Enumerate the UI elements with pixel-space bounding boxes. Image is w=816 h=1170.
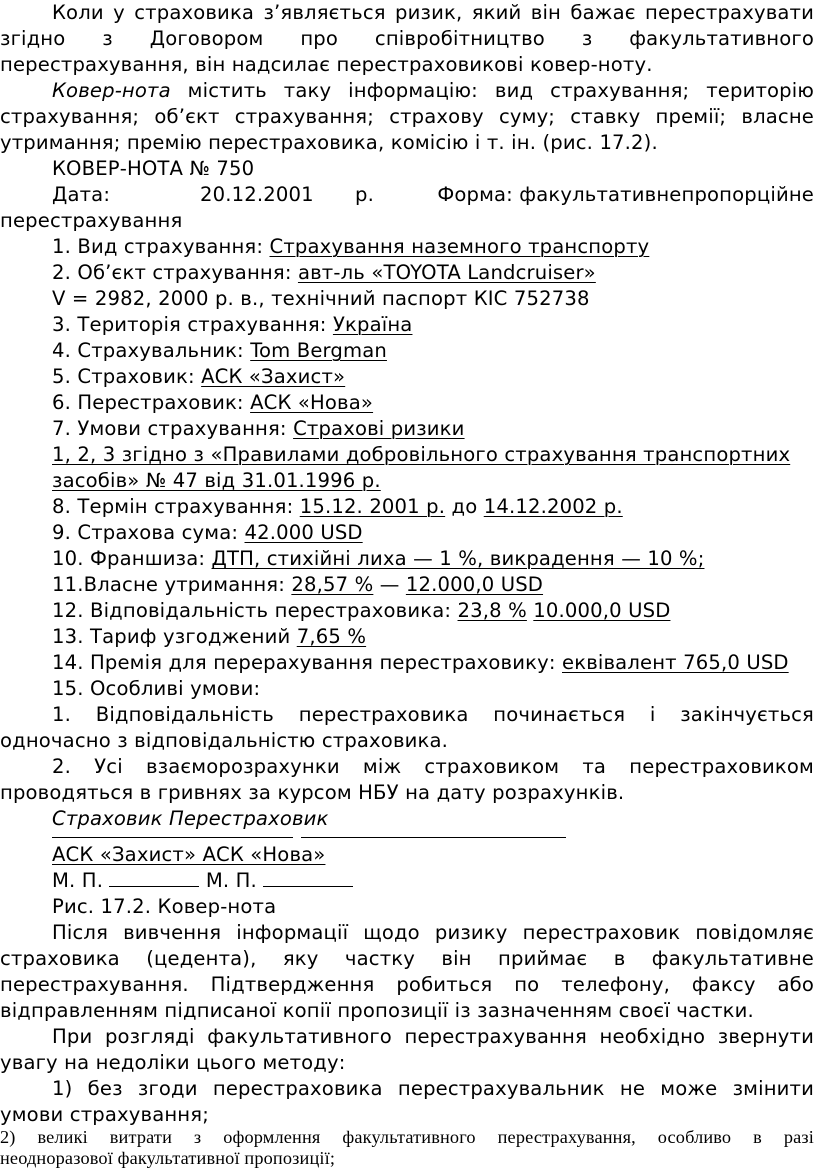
item-7-label: 7. Умови страхування: bbox=[52, 417, 294, 440]
item-7-value: Страхові ризики bbox=[293, 417, 465, 440]
item-3 bbox=[52, 312, 814, 338]
definition-line-1 bbox=[52, 78, 814, 104]
list-2-line-2: неодноразової факультативної пропозиції; bbox=[0, 1148, 336, 1168]
intro-line-2: згідно з Договором про співробітництво з факультативного bbox=[0, 27, 814, 50]
form-line-2: перестрахування bbox=[0, 209, 183, 232]
item-13-label: 13. Тариф узгоджений bbox=[52, 625, 297, 648]
stamp-2-blank bbox=[263, 868, 353, 887]
stamp-2-label: М. П. bbox=[199, 869, 264, 892]
item-9 bbox=[52, 520, 814, 546]
definition-term: Ковер-нота bbox=[52, 79, 171, 102]
item-2-label: 2. Об’єкт страхування: bbox=[52, 261, 298, 284]
item-7-line-2: 1, 2, 3 згідно з «Правилами добровільного страхування транспортних bbox=[52, 443, 791, 466]
item-6 bbox=[52, 390, 814, 416]
form-label: Форма: факультативнепропорційне bbox=[437, 183, 814, 206]
figure-caption: Рис. 17.2. Ковер-нота bbox=[52, 895, 277, 918]
item-6-label: 6. Перестраховик: bbox=[52, 391, 251, 414]
definition-line-2: страхування; об’єкт страхування; страхову суму; ставку премії; власне bbox=[0, 105, 814, 128]
item-10-value: ДТП, стихійні лиха — 1 %, викрадення — 10 %; bbox=[211, 547, 705, 570]
item-7-line-3: засобів» № 47 від 31.01.1996 р. bbox=[52, 469, 381, 492]
item-2-details: V = 2982, 2000 р. в., технічний паспорт КІС 752738 bbox=[52, 287, 590, 310]
item-12-amount: 10.000,0 USD bbox=[533, 599, 671, 622]
item-2-value: авт-ль «TOYOTA Landcruiser» bbox=[297, 261, 596, 284]
item-12-percent: 23,8 % bbox=[457, 599, 527, 622]
condition-2-line-2: проводяться в гривнях за курсом НБУ на дату розрахунків. bbox=[0, 781, 625, 804]
condition-2-line-1: 2. Усі взаєморозрахунки між страховиком та перестраховиком bbox=[52, 755, 814, 778]
after-p1-line-3: перестрахування. Підтвердження робиться по телефону, факсу або bbox=[0, 973, 814, 996]
item-8-label: 8. Термін страхування: bbox=[52, 495, 300, 518]
item-1 bbox=[52, 234, 814, 260]
stamp-line bbox=[52, 868, 814, 894]
item-9-value: 42.000 USD bbox=[244, 521, 363, 544]
item-2 bbox=[52, 260, 814, 286]
item-15: 15. Особливі умови: bbox=[52, 677, 261, 700]
condition-1-line-2: одночасно з відповідальністю страховика. bbox=[0, 729, 449, 752]
item-1-value: Страхування наземного транспорту bbox=[269, 235, 650, 258]
item-5-label: 5. Страховик: bbox=[52, 365, 202, 388]
date-value: 20.12.2001 bbox=[200, 183, 314, 206]
cover-note-title: КОВЕР-НОТА № 750 bbox=[52, 157, 255, 180]
item-11-label: 11.Власне утримання: bbox=[52, 573, 292, 596]
item-1-label: 1. Вид страхування: bbox=[52, 235, 270, 258]
item-6-value: АСК «Нова» bbox=[250, 391, 374, 414]
list-2-line-1: 2) великі витрати з оформлення факультативного перестрахування, особливо в разі bbox=[0, 1127, 814, 1147]
item-13 bbox=[52, 624, 814, 650]
signature-line-insurer bbox=[52, 837, 293, 838]
after-p1-line-4: відправленням підписаної копії пропозиції із зазначенням своєї частки. bbox=[0, 999, 754, 1022]
item-8-mid: до bbox=[445, 495, 484, 518]
item-14-value: еквівалент 765,0 USD bbox=[562, 651, 789, 674]
after-p2-line-2: увагу на недоліки цього методу: bbox=[0, 1051, 346, 1074]
item-11-percent: 28,57 % bbox=[291, 573, 374, 596]
after-p1-line-2: страховика (цедента), яку частку він приймає в факультативне bbox=[0, 947, 814, 970]
list-1-line-2: умови страхування; bbox=[0, 1103, 209, 1126]
item-8-from: 15.12. 2001 р. bbox=[299, 495, 446, 518]
stamp-1-blank bbox=[109, 868, 199, 887]
item-8 bbox=[52, 494, 814, 520]
date-suffix: р. bbox=[355, 183, 374, 206]
stamp-1-label: М. П. bbox=[52, 869, 110, 892]
item-12-label: 12. Відповідальність перестраховика: bbox=[52, 599, 458, 622]
item-3-label: 3. Територія страхування: bbox=[52, 313, 333, 336]
list-1-line-1: 1) без згоди перестраховика перестрахувальник не може змінити bbox=[52, 1077, 814, 1100]
item-10-label: 10. Франшиза: bbox=[52, 547, 212, 570]
item-14-label: 14. Премія для перерахування перестраховику: bbox=[52, 651, 562, 674]
item-9-label: 9. Страхова сума: bbox=[52, 521, 245, 544]
item-8-to: 14.12.2002 р. bbox=[483, 495, 623, 518]
item-11 bbox=[52, 572, 814, 598]
after-p2-line-1: При розгляді факультативного перестрахування необхідно звернути bbox=[52, 1025, 814, 1048]
condition-1-line-1: 1. Відповідальність перестраховика починається і закінчується bbox=[52, 703, 814, 726]
signature-roles: Страховик Перестраховик bbox=[52, 807, 329, 830]
item-12 bbox=[52, 598, 814, 624]
after-p1-line-1: Після вивчення інформації щодо ризику перестраховик повідомляє bbox=[52, 921, 814, 944]
item-5 bbox=[52, 364, 814, 390]
item-14 bbox=[52, 650, 814, 676]
intro-line-1: Коли у страховика з’являється ризик, який він бажає перестрахувати bbox=[52, 1, 814, 24]
item-4-value: Tom Bergman bbox=[250, 339, 387, 362]
definition-line-3: утримання; премію перестраховика, комісію і т. ін. (рис. 17.2). bbox=[0, 131, 658, 154]
item-3-value: Україна bbox=[332, 313, 413, 336]
intro-line-3: перестрахування, він надсилає перестраховикові ковер-ноту. bbox=[0, 53, 653, 76]
item-11-dash: — bbox=[373, 573, 406, 596]
item-7 bbox=[52, 416, 814, 442]
item-4 bbox=[52, 338, 814, 364]
item-5-value: АСК «Захист» bbox=[201, 365, 346, 388]
date-label: Дата: bbox=[52, 183, 111, 206]
item-10 bbox=[52, 546, 814, 572]
item-4-label: 4. Страхувальник: bbox=[52, 339, 251, 362]
item-13-value: 7,65 % bbox=[296, 625, 367, 648]
definition-text: містить таку інформацію: вид страхування; територію bbox=[170, 79, 814, 102]
signature-companies: АСК «Захист» АСК «Нова» bbox=[52, 843, 326, 866]
item-11-amount: 12.000,0 USD bbox=[405, 573, 544, 596]
signature-line-reinsurer bbox=[301, 837, 566, 838]
